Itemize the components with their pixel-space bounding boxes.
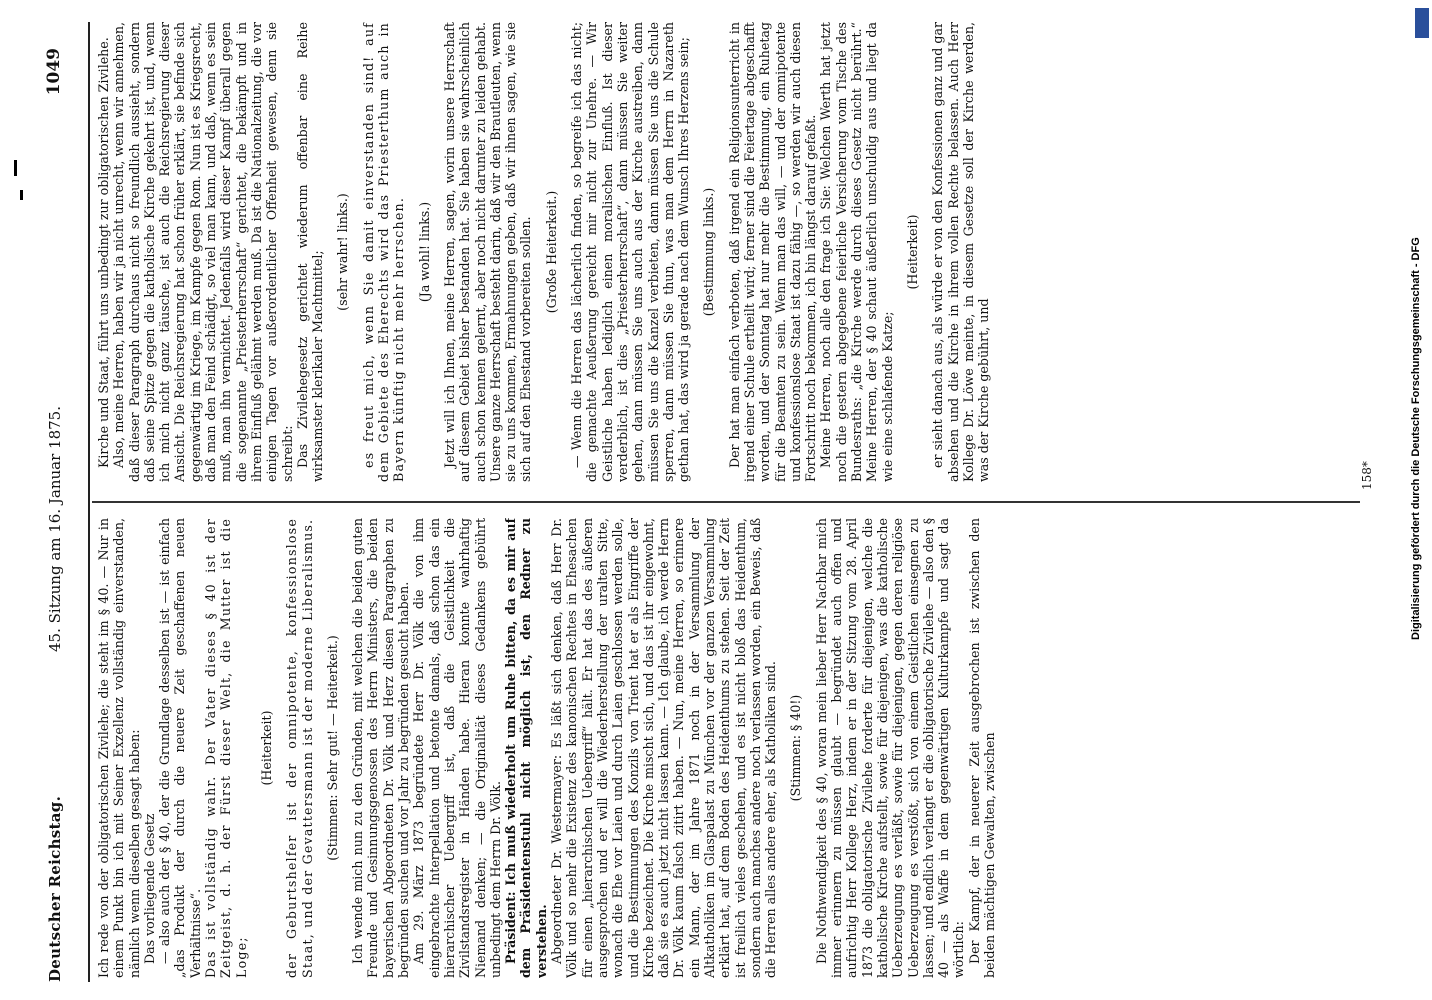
- right-column-paragraph: (Große Heiterkeit.): [543, 190, 559, 314]
- left-column-paragraph: Das vorliegende Gesetz: [141, 813, 157, 964]
- signature-mark: 158*: [1360, 461, 1374, 490]
- left-column-paragraph: Ich wende mich nun zu den Gründen, mit welchen die beiden guten Freunde und Gesinnungsgenossen des Herrn Ministers, die beiden bayerischen Abgeordneten Dr. Völk und Herz diesen Paragraphen zu begründen suchen und vor Jahr zu begründen gesucht haben.: [350, 518, 412, 978]
- right-column-paragraph: (Ja wohl! links.): [416, 201, 432, 303]
- right-column-paragraph: — Wenn die Herren das lächerlich finden, so begreife ich das nicht; die gemachte Aeußerung gereicht mir nicht zur Unehre. — Wir Geistliche haben lediglich einen moralischen Einfluß. Ist dieser verderblich, ist dies „Priesterherrschaft“, dann müssen Sie weiter gehen, dann müssen Sie uns auch aus der Kirche austreiben, dann müssen Sie uns die Kanzel verbieten, dann müssen Sie uns die Schule sperren, dann müssen Sie thun, was man dem Herrn in Nazareth gethan hat, das wird ja gerade nach dem Wunsch Ihres Herzens sein;: [569, 22, 692, 482]
- right-column-paragraph: (Heiterkeit): [904, 214, 920, 290]
- left-column-paragraph: Der Kampf, der in neuerer Zeit ausgebrochen ist zwischen den beiden mächtigen Gewalten, zwischen: [966, 518, 998, 978]
- credit-text: Digitalisierung gefördert durch die Deutsche Forschungsgemeinschaft - DFG: [1410, 237, 1422, 640]
- left-column-paragraph: Die Nothwendigkeit des § 40, woran mein lieber Herr Nachbar mich immer erinnern zu müssen glaubt — begründet auch offen und aufrichtig Herr Kollege Herz, indem er in der Sitzung vom 28. April 1873 die obligatorische Zivilehe forderte für diejenigen, welche die katholische Kirche aufstellt, sowie für diejenigen, was die katholische Ueberzeugung es verläßt, sowie für diejenigen, gegen deren religiöse Ueberzeugung es verstößt, sich von einem Geistlichen einsegnen zu lassen; und endlich verlangt er die obligatorische Zivilehe — also den § 40 — als Waffe in dem gegenwärtigen Kulturkampfe und sagt da wörtlich:: [813, 518, 967, 978]
- scan-mark: [14, 160, 17, 176]
- right-column-paragraph: Meine Herren, noch alle den frage ich Sie: Welchen Werth hat jetzt noch die gestern abgegebene feierliche Versicherung vom Tische des Bundesraths: „die Kirche werde durch dieses Gesetz nicht berührt.“ Meine Herren, der § 40 schaut äußerlich unschuldig aus und liegt da wie eine schlafende Katze;: [818, 22, 895, 482]
- dfg-logo-icon: [1415, 8, 1429, 38]
- right-column: [96, 22, 1358, 482]
- right-column-paragraph: Kirche und Staat, führt uns unbedingt zur obligatorischen Zivilehe.: [96, 37, 111, 468]
- right-column-paragraph: Jetzt will ich Ihnen, meine Herren, sagen, worin unsere Herrschaft auf diesem Gebiet bisher bestanden hat. Sie haben sie wahrscheinlich auch schon kennen gelernt, aber noch nicht darunter zu leiden gehabt. Unsere ganze Herrschaft besteht darin, daß wir den Brautleuten, wenn sie zu uns kommen, Ermahnungen geben, daß wir ihnen sagen, wie sie sich auf den Ehestand vorbereiten sollen.: [441, 22, 534, 482]
- header-journal-title: Deutscher Reichstag.: [46, 795, 64, 982]
- digitization-credit: [1410, 0, 1428, 640]
- left-column-paragraph: Abgeordneter Dr. Westermayer: Es läßt sich denken, daß Herr Dr. Völk und so mehr die Existenz des kanonischen Rechtes in Ehesachen für einen „hierarchischen Uebergriff“ hält. Er hat das des äußeren ausgesprochen und er will die Wiederherstellung der uralten Sitte, wonach die Ehe vor Laien und durch Laien geschlossen werden solle, und die Bestimmungen des Konzils von Trient hat er als Eingriffe der Kirche bezeichnet. Die Kirche mischt sich, und das ist ihr eingewohnt, daß sie es auch jetzt nicht lassen kann. — Ich glaube, ich werde Herrn Dr. Völk kaum falsch zitirt haben. — Nun, meine Herren, so erinnere ein Mann, der im Jahre 1871 noch in der Versammlung der Altkatholiken im Glaspalast zu München vor der ganzen Versammlung erklärt hat, auf dem Boden des Heidenthums zu stehen. Seit der Zeit ist freilich vieles geschehen, und es ist nicht bloß das Heidenthum, sondern auch manches andere noch verlassen worden, ein Beweis, daß die Herren alles andere eher, als Katholiken sind.: [549, 518, 779, 978]
- page-header: [40, 18, 80, 982]
- left-column-paragraph: (Stimmen: Sehr gut! — Heiterkeit.): [324, 635, 340, 861]
- scan-mark: [20, 190, 23, 200]
- column-divider: [92, 501, 1360, 503]
- left-column-paragraph: Das ist vollständig wahr. Der Vater dieses § 40 ist der Zeitgeist, d. h. der Fürst dieser Welt, die Mutter ist die Loge;: [203, 518, 249, 978]
- header-session-title: 45. Sitzung am 16. Januar 1875.: [46, 406, 64, 652]
- left-column-paragraph: Präsident: Ich muß wiederholt um Ruhe bitten, da es mir auf dem Präsidentenstuhl nicht möglich ist, den Redner zu verstehen.: [503, 518, 549, 978]
- right-column-paragraph: (sehr wahr! links.): [335, 193, 351, 311]
- header-rule: [88, 22, 90, 982]
- right-column-paragraph: (Bestimmung links.): [701, 187, 717, 317]
- left-column: [96, 518, 1358, 978]
- right-column-paragraph: er sieht danach aus, als würde er von den Konfessionen ganz und gar absehen und die Kirche in ihrem vollen Rechte belassen. Auch Herr Kollege Dr. Löwe meinte, in diesem Gesetze soll der Kirche werden, was der Kirche gebührt, und: [930, 22, 992, 482]
- left-column-paragraph: — also auch der § 40, der die Grundlage desselben ist — ist einfach „das Produkt der durch die neuere Zeit geschaffenen neuen Verhältnisse“.: [157, 518, 203, 978]
- left-column-paragraph: der Geburtshelfer ist der omnipotente, konfessionslose Staat, und der Gevattersmann ist der moderne Liberalismus.: [284, 518, 315, 978]
- right-column-paragraph: es freut mich, wenn Sie damit einverstanden sind! auf dem Gebiete des Eherechts wird das Priesterthum auch in Bayern künftig nicht mehr herrschen.: [360, 22, 407, 482]
- left-column-paragraph: (Heiterkeit): [258, 710, 274, 786]
- left-column-paragraph: Am 29. März 1873 begründete Herr Dr. Völk die von ihm eingebrachte Interpellation und betonte damals, daß schon das ein hierarchischer Uebergriff ist, daß die Geistlichkeit die Zivilstandsregister in Händen habe. Hieran konnte wahrhaftig Niemand denken; — die Originalität dieses Gedankens gebührt unbedingt dem Herrn Dr. Völk.: [411, 518, 503, 978]
- left-column-paragraph: Ich rede von der obligatorischen Zivilehe; die steht im § 40. — Nur in einem Punkt bin ich mit Seiner Exzellenz vollständig einverstanden, nämlich wenn dieselben gesagt haben:: [96, 518, 142, 978]
- right-column-paragraph: Das Zivilehegesetz gerichtet wiederum offenbar eine Reihe wirksamster klerikaler Machtmittel;: [294, 22, 326, 482]
- right-column-paragraph: Also, meine Herren, haben wir ja nicht unrecht, wenn wir annehmen, daß dieser Paragraph durchaus nicht so freundlich aussieht, sondern daß seine Spitze gegen die katholische Kirche gekehrt ist, und, wenn ich mich nicht ganz täusche, ist auch die Reichsregierung dieser Ansicht. Die Reichsregierung hat schon früher erklärt, sie befinde sich gegenwärtig im Kriege, im Kampfe gegen Rom. Nun ist es Kriegsrecht, daß man den Feind schädigt, so viel man kann, und daß, wenn es sein muß, man ihn vernichtet. Jedenfalls wird dieser Kampf überall gegen die sogenannte „Priesterherrschaft“ gerichtet, die bekämpft und in ihrem Einfluß gelähmt werden muß. Da ist die Nationalzeitung, die vor einigen Tagen vor außerordentlicher Offenheit gewesen, denn sie schreibt:: [111, 22, 295, 482]
- right-column-paragraph: Der hat man einfach verboten, daß irgend ein Religionsunterricht in irgend einer Schule ertheilt wird; ferner sind die Feiertage abgeschafft worden, und der Sonntag hat nur mehr die Bestimmung, ein Ruhetag für die Beamten zu sein. Wenn man das will, — und der omnipotente und konfessionslose Staat ist dazu fähig —, so werden wir auch diesen Fortschritt noch bekommen, ich bin längst darauf gefaßt.: [726, 22, 819, 482]
- page-number: 1049: [44, 48, 64, 96]
- left-column-paragraph: (Stimmen: § 40!): [788, 694, 804, 802]
